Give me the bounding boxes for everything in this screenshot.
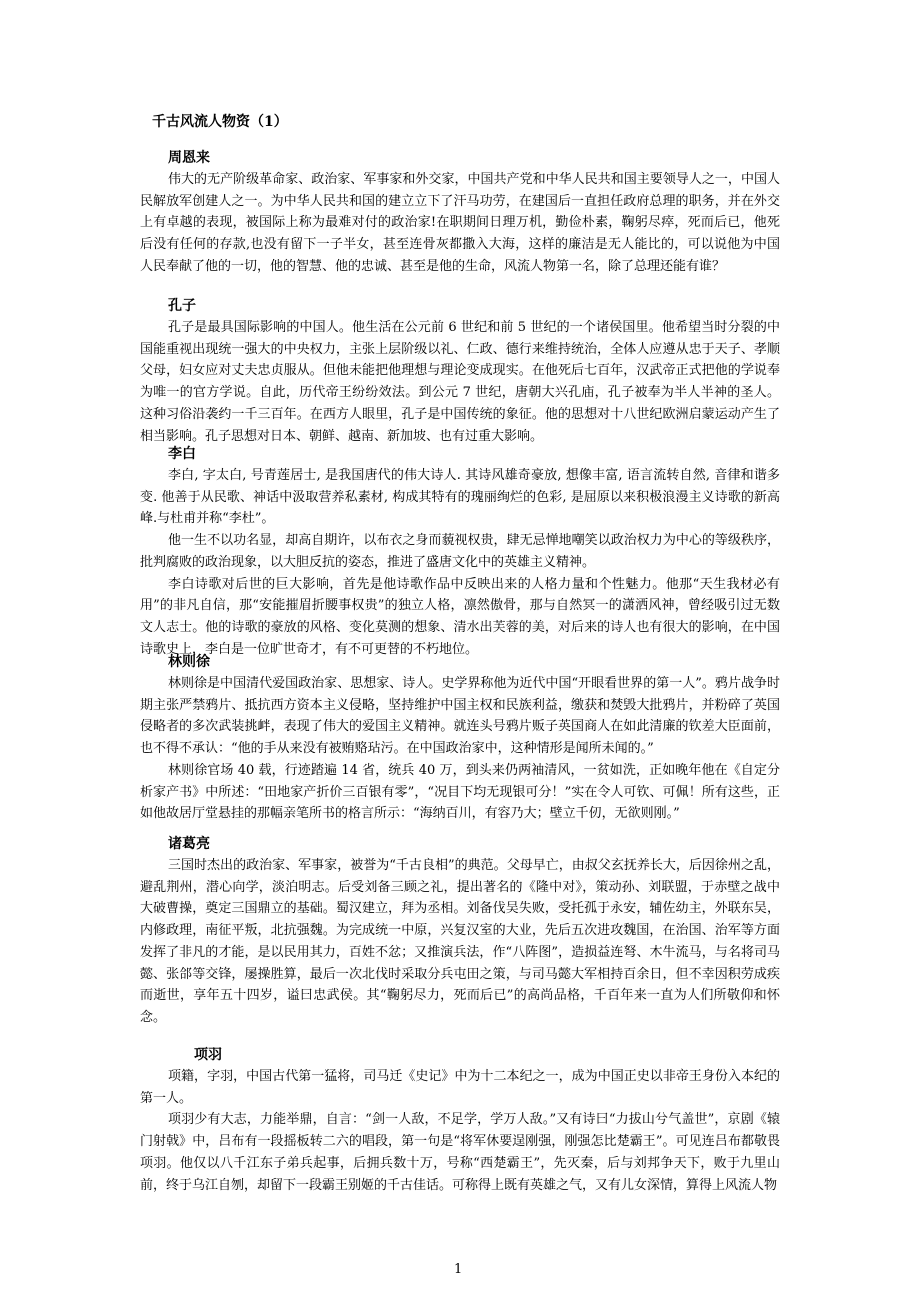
section-heading: 林则徐: [168, 654, 210, 670]
paragraph: 李白诗歌对后世的巨大影响，首先是他诗歌作品中反映出来的人格力量和个性魅力。他那“天生我材必有用”的非凡自信，那“安能摧眉折腰事权贵”的独立人格，凛然傲骨，那与自然冥一的潇洒风神，曾经吸引过无数文人志士。他的诗歌的豪放的风格、变化莫测的想象、清水出芙蓉的美，对后来的诗人也有很大的影响，在中国诗歌史上，李白是一位旷世奇才，有不可更替的不朽地位。: [140, 576, 780, 657]
paragraph: 伟大的无产阶级革命家、政治家、军事家和外交家，中国共产党和中华人民共和国主要领导人之一，中国人民解放军创建人之一。为中华人民共和国的建立立下了汗马功劳，在建国后一直担任政府总理的职务，并在外交上有卓越的表现，被国际上称为最难对付的政治家!在职期间日理万机，勤俭朴素，鞠躬尽瘁，死而后已，他死后没有任何的存款,也没有留下一子半女，甚至连骨灰都撒入大海，这样的廉洁是无人能比的，可以说他为中国人民奉献了他的一切，他的智慧、他的忠诚、甚至是他的生命，风流人物第一名，除了总理还能有谁？: [140, 172, 780, 274]
section-heading: 孔子: [168, 298, 196, 314]
paragraph: 林则徐是中国清代爱国政治家、思想家、诗人。史学界称他为近代中国“开眼看世界的第一人”。鸦片战争时期主张严禁鸦片、抵抗西方资本主义侵略，坚持维护中国主权和民族利益，缴获和焚毁大批鸦片，并粉碎了英国侵略者的多次武装挑衅，表现了伟大的爱国主义精神。就连头号鸦片贩子英国商人在如此清廉的钦差大臣面前，也不得不承认：“他的手从来没有被贿赂玷污。在中国政治家中，这种情形是闻所未闻的。”: [140, 676, 780, 757]
section-heading: 李白: [168, 446, 196, 462]
paragraph: 孔子是最具国际影响的中国人。他生活在公元前 6 世纪和前 5 世纪的一个诸侯国里。他希望当时分裂的中国能重视出现统一强大的中央权力，主张上层阶级以礼、仁政、德行来维持统治，全体人应遵从忠于天子、孝顺父母，妇女应对丈夫忠贞服从。但他未能把他理想与理论变成现实。在他死后七百年，汉武帝正式把他的学说奉为唯一的官方学说。自此，历代帝王纷纷效法。到公元 7 世纪，唐朝大兴孔庙，孔子被奉为半人半神的圣人。这种习俗沿袭约一千三百年。在西方人眼里，孔子是中国传统的象征。他的思想对十八世纪欧洲启蒙运动产生了相当影响。孔子思想对日本、朝鲜、越南、新加坡、也有过重大影响。: [140, 320, 780, 444]
paragraph: 他一生不以功名显，却高自期许，以布衣之身而藐视权贵，肆无忌惮地嘲笑以政治权力为中心的等级秩序，批判腐败的政治现象，以大胆反抗的姿态，推进了盛唐文化中的英雄主义精神。: [140, 533, 780, 570]
page-number: 1: [454, 1262, 463, 1277]
paragraph: 李白, 字太白, 号青莲居士, 是我国唐代的伟大诗人. 其诗风雄奇豪放, 想像丰富, 语言流转自然, 音律和谐多变. 他善于从民歌、神话中汲取营养私素材, 构成其特有的瑰丽绚烂的色彩, 是屈原以来积极浪漫主义诗歌的新高峰.与杜甫并称“李杜”。: [140, 468, 780, 527]
section-xiang-yu: [140, 1046, 780, 1196]
section-li-bai: [140, 445, 780, 660]
section-heading: 周恩来: [168, 150, 210, 166]
paragraph: 项籍，字羽，中国古代第一猛将，司马迁《史记》中为十二本纪之一，成为中国正史以非帝王身份入本纪的第一人。: [140, 1069, 780, 1106]
paragraph: 三国时杰出的政治家、军事家，被誉为“千古良相”的典范。父母早亡，由叔父玄抚养长大，后因徐州之乱，避乱荆州，潜心向学，淡泊明志。后受刘备三顾之礼，提出著名的《隆中对》，策动孙、刘联盟，于赤壁之战中大破曹操，奠定三国鼎立的基础。蜀汉建立，拜为丞相。刘备伐吴失败，受托孤于永安，辅佐幼主，外联东吴，内修政理，南征平叛，北抗强魏。为完成统一中原，兴复汉室的大业，先后五次进攻魏国，在治国、治军等方面发挥了非凡的才能，是以民用其力，百姓不忿；又推演兵法，作“八阵图”，造损益连弩、木牛流马，与名将司马懿、张郃等交锋，屡操胜算，最后一次北伐时采取分兵屯田之策，与司马懿大军相持百余日，但不幸因积劳成疾而逝世，享年五十四岁，谥曰忠武侯。其“鞠躬尽力，死而后已”的高尚品格，千百年来一直为人们所敬仰和怀念。: [140, 858, 780, 1025]
section-lin-zexu: [140, 653, 780, 825]
document-title: 千古风流人物资（1）: [152, 114, 288, 130]
section-confucius: [140, 297, 780, 447]
section-heading: 诸葛亮: [168, 836, 210, 852]
paragraph: 林则徐官场 40 载，行迹踏遍 14 省，统兵 40 万，到头来仍两袖清风，一贫如洗，正如晚年他在《自定分析家产书》中所述：“田地家产折价三百银有零”，“况目下均无现银可分！”实在令人可钦、可佩！所有这些，正如他故居厅堂悬挂的那幅亲笔所书的格言所示：“海纳百川，有容乃大；壁立千仞，无欲则刚。”: [140, 762, 780, 822]
section-heading: 项羽: [194, 1047, 222, 1063]
section-zhou-enlai: [140, 149, 780, 278]
paragraph: 项羽少有大志，力能举鼎，自言：“剑一人敌，不足学，学万人敌。”又有诗曰“力拔山兮气盖世”，京剧《辕门射戟》中，吕布有一段摇板转二六的唱段，第一句是“将军休要逞刚强，刚强怎比楚霸王”。可见连吕布都敬畏项羽。他仅以八千江东子弟兵起事，后拥兵数十万，号称“西楚霸王”，先灭秦，后与刘邦争天下，败于九里山前，终于乌江自刎，却留下一段霸王别姬的千古佳话。可称得上既有英雄之气，又有儿女深情，算得上风流人物: [140, 1112, 780, 1193]
section-zhuge-liang: [140, 835, 780, 1029]
